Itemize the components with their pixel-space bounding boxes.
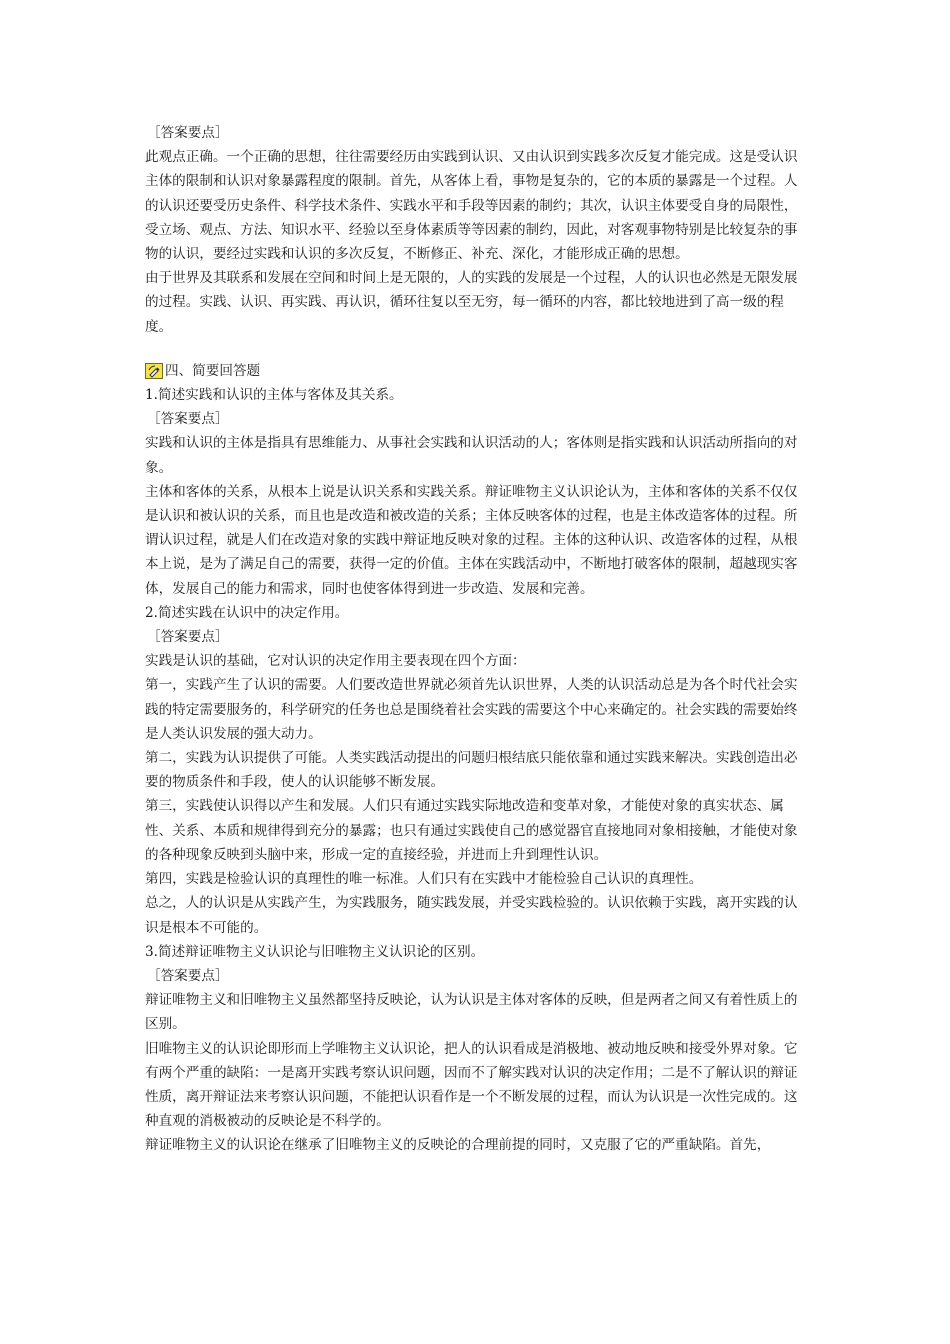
paragraph: 主体和客体的关系，从根本上说是认识关系和实践关系。辩证唯物主义认识论认为，主体和客体的关系不仅仅是认识和被认识的关系，而且也是改造和被改造的关系；主体反映客体的过程，也是主体改造客体的过程。所谓认识过程，就是人们在改造对象的实践中辩证地反映对象的过程。主体的这种认识、改造客体的过程，从根本上说，是为了满足自己的需要，获得一定的价值。主体在实践活动中，不断地打破客体的限制，超越现实客体，发展自己的能力和需求，同时也使客体得到进一步改造、发展和完善。: [145, 483, 798, 597]
paragraph: 第三，实践使认识得以产生和发展。人们只有通过实践实际地改造和变革对象，才能使对象的真实状态、属性、关系、本质和规律得到充分的暴露；也只有通过实践使自己的感觉器官直接地同对象相接触，才能使对象的各种现象反映到头脑中来，形成一定的直接经验，并进而上升到理性认识。: [145, 798, 798, 863]
answer-tag: ［答案要点］: [147, 125, 229, 141]
paragraph: 实践和认识的主体是指具有思维能力、从事社会实践和认识活动的人；客体则是指实践和认识活动所指向的对象。: [145, 435, 798, 476]
paragraph: 辩证唯物主义的认识论在继承了旧唯物主义的反映论的合理前提的同时，又克服了它的严重缺陷。首先，: [145, 1137, 771, 1154]
document-page: [145, 121, 810, 1158]
paragraph: 第一，实践产生了认识的需要。人们要改造世界就必须首先认识世界，人类的认识活动总是为各个时代社会实践的特定需要服务的，科学研究的任务也总是围绕着社会实践的需要这个中心来确定的。社会实践的需要始终是人类认识发展的强大动力。: [145, 677, 798, 742]
question-title: 3.简述辩证唯物主义认识论与旧唯物主义认识论的区别。: [145, 943, 485, 960]
answer-tag: ［答案要点］: [147, 967, 229, 984]
paragraph: 第四，实践是检验认识的真理性的唯一标准。人们只有在实践中才能检验自己认识的真理性。: [145, 871, 703, 888]
paragraph: 实践是认识的基础，它对认识的决定作用主要表现在四个方面：: [145, 653, 526, 670]
paragraph: 辩证唯物主义和旧唯物主义虽然都坚持反映论，认为认识是主体对客体的反映，但是两者之间又有着性质上的区别。: [145, 992, 798, 1033]
section-heading: [145, 359, 810, 383]
spacer: [145, 339, 810, 359]
section-title: 四、简要回答题: [165, 362, 261, 379]
paragraph: 此观点正确。一个正确的思想，往往需要经历由实践到认识、又由认识到实践多次反复才能完成。这是受认识主体的限制和认识对象暴露程度的限制。首先，从客体上看，事物是复杂的，它的本质的暴露是一个过程。人的认识还要受历史条件、科学技术条件、实践水平和手段等因素的制约；其次，认识主体要受自身的局限性，受立场、观点、方法、知识水平、经验以至身体素质等等因素的制约，因此，对客观事物特别是比较复杂的事物的认识，要经过实践和认识的多次反复，不断修正、补充、深化，才能形成正确的思想。: [145, 149, 798, 263]
paragraph: 第二，实践为认识提供了可能。人类实践活动提出的问题归根结底只能依靠和通过实践来解决。实践创造出必要的物质条件和手段，使人的认识能够不断发展。: [145, 750, 798, 791]
answer-tag: ［答案要点］: [147, 629, 229, 646]
pencil-icon: [145, 363, 163, 379]
paragraph: 旧唯物主义的认识论即形而上学唯物主义认识论，把人的认识看成是消极地、被动地反映和接受外界对象。它有两个严重的缺陷：一是离开实践考察认识问题，因而不了解实践对认识的决定作用；二是不了解认识的辩证性质，离开辩证法来考察认识问题，不能把认识看作是一个不断发展的过程，而认为认识是一次性完成的。这种直观的消极被动的反映论是不科学的。: [145, 1040, 798, 1130]
question-title: 1.简述实践和认识的主体与客体及其关系。: [145, 387, 403, 404]
answer-tag: ［答案要点］: [147, 411, 229, 428]
paragraph: 由于世界及其联系和发展在空间和时间上是无限的，人的实践的发展是一个过程，人的认识也必然是无限发展的过程。实践、认识、再实践、再认识，循环往复以至无穷，每一循环的内容，都比较地进到了高一级的程度。: [145, 270, 798, 335]
paragraph: 总之，人的认识是从实践产生，为实践服务，随实践发展，并受实践检验的。认识依赖于实践，离开实践的认识是根本不可能的。: [145, 895, 798, 936]
question-title: 2.简述实践在认识中的决定作用。: [145, 604, 349, 621]
